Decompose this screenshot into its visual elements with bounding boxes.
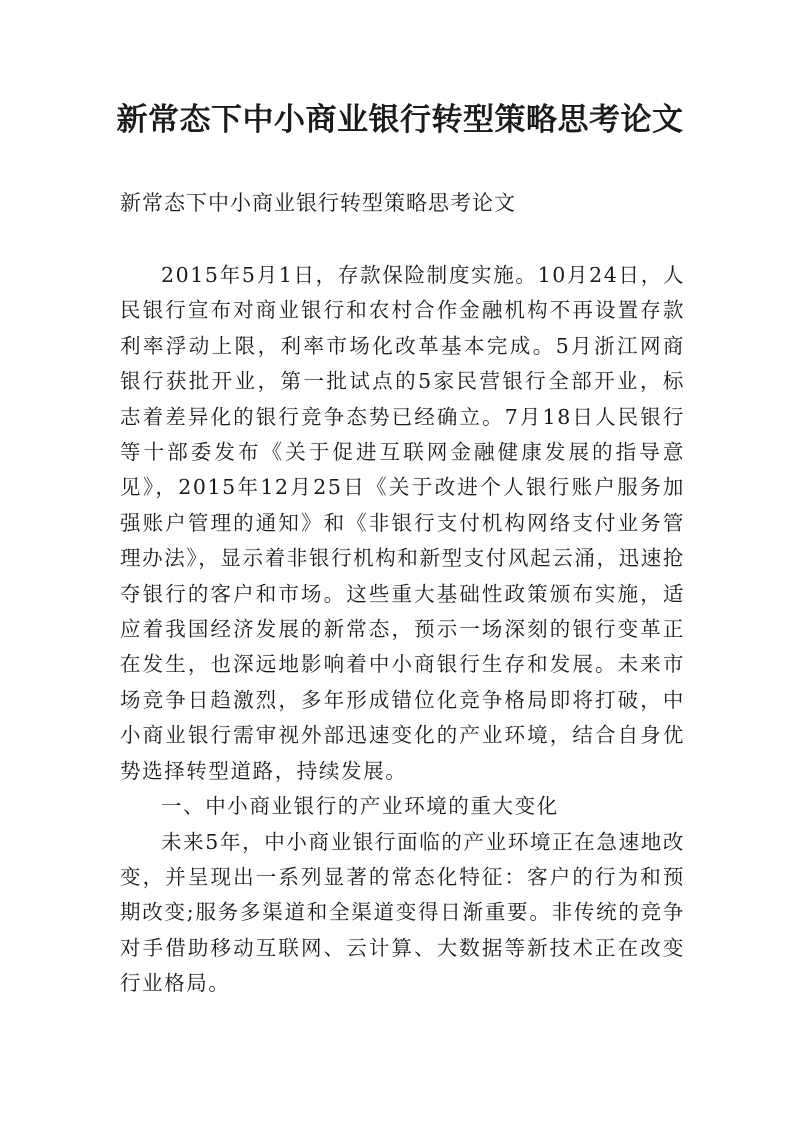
document-title: 新常态下中小商业银行转型策略思考论文 [116, 102, 684, 138]
section-paragraph-1: 未来5年，中小商业银行面临的产业环境正在急速地改变，并呈现出一系列显著的常态化特征：客户的行为和预期改变;服务多渠道和全渠道变得日渐重要。非传统的竞争对手借助移动互联网、云计算、大数据等新技术正在改变行业格局。 [120, 829, 685, 996]
section-heading-1: 一、中小商业银行的产业环境的重大变化 [161, 794, 559, 819]
document-subtitle: 新常态下中小商业银行转型策略思考论文 [120, 191, 516, 215]
document-body [120, 258, 685, 1002]
body-paragraph-1: 2015年5月1日，存款保险制度实施。10月24日，人民银行宣布对商业银行和农村合作金融机构不再设置存款利率浮动上限，利率市场化改革基本完成。5月浙江网商银行获批开业，第一批试点的5家民营银行全部开业，标志着差异化的银行竞争态势已经确立。7月18日人民银行等十部委发布《关于促进互联网金融健康发展的指导意见》，2015年12月25日《关于改进个人银行账户服务加强账户管理的通知》和《非银行支付机构网络支付业务管理办法》，显示着非银行机构和新型支付风起云涌，迅速抢夺银行的客户和市场。这些重大基础性政策颁布实施，适应着我国经济发展的新常态，预示一场深刻的银行变革正在发生，也深远地影响着中小商银行生存和发展。未来市场竞争日趋激烈，多年形成错位化竞争格局即将打破，中小商业银行需审视外部迅速变化的产业环境，结合自身优势选择转型道路，持续发展。 [120, 263, 685, 783]
